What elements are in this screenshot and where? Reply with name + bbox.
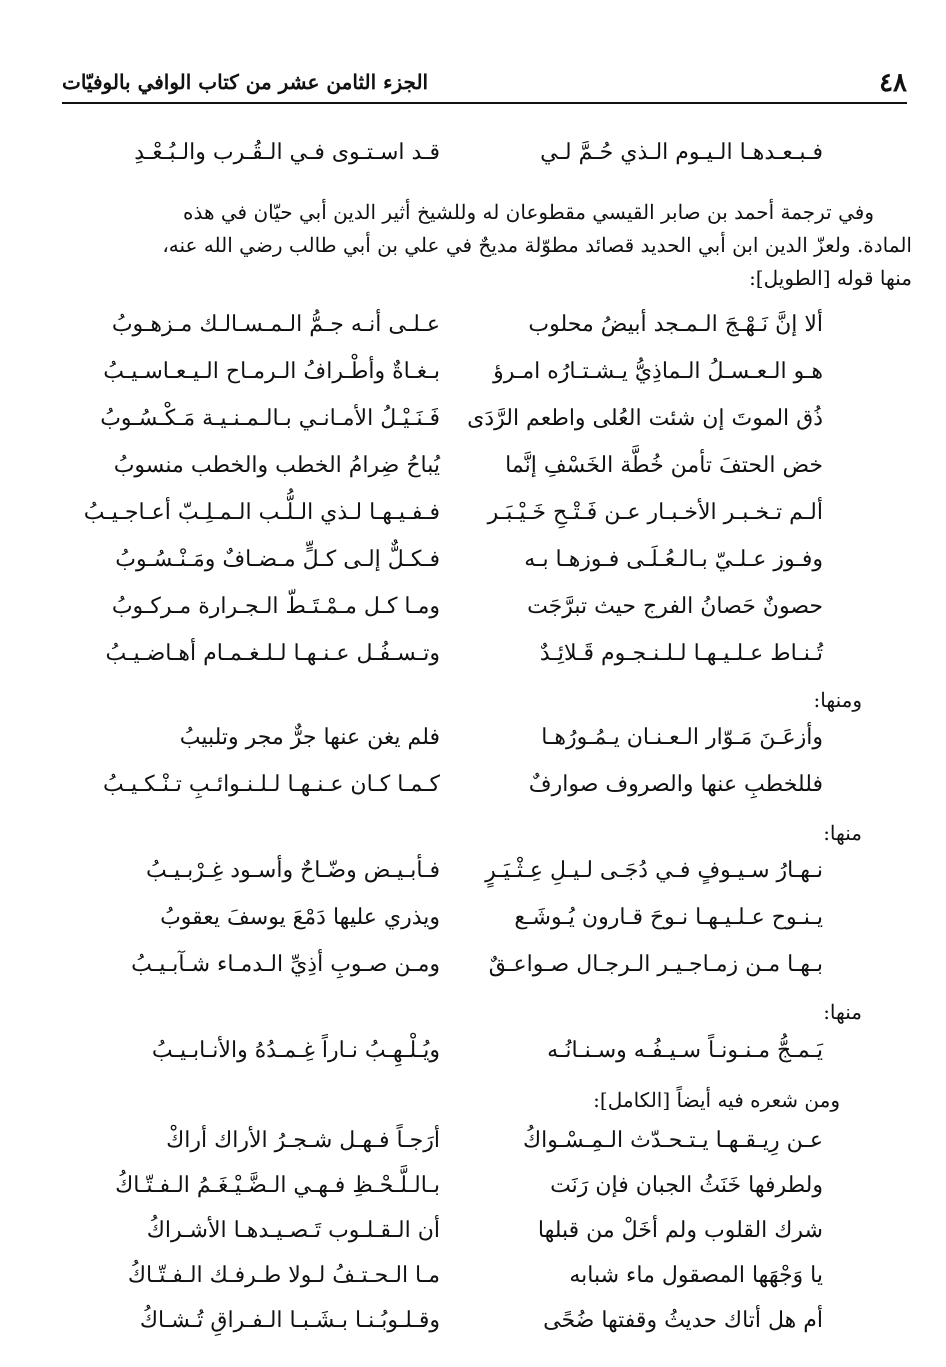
verse-first-hemistich: بـهـا مـن زمـاجـيـر الـرجـال صـواعـقٌ xyxy=(488,952,823,977)
verse-second-hemistich: يُباحُ ضِرامُ الخطب والخطب منسوبُ xyxy=(113,453,440,478)
prose-line: وفي ترجمة أحمد بن صابر القيسي مقطوعان له وللشيخ أثير الدين أبي حيّان في هذه xyxy=(182,200,874,224)
verse-first-hemistich: تُـنـاط عـلـيـهـا لـلـنـجـوم قَـلائِـدٌ xyxy=(539,641,823,666)
verse xyxy=(90,952,823,992)
verse-second-hemistich: بـالـلَّـحْـظِ فـهـي الـضَّـيْـغَـمُ الـفـتّـاكُ xyxy=(115,1173,440,1198)
opening-verse xyxy=(90,140,823,180)
verse xyxy=(90,772,823,812)
page-number: ٤٨ xyxy=(879,68,907,98)
verse-first-hemistich: يا وَجْهَها المصقول ماء شبابه xyxy=(569,1263,823,1288)
verse xyxy=(90,1173,823,1213)
section-label: منها: xyxy=(823,1000,862,1024)
verse-first-hemistich: وفـوز عـلـيّ بـالـعُـلَـى فـوزهـا بـه xyxy=(524,547,823,572)
verse-second-hemistich: فلم يغن عنها جرٌّ مجر وتلبيبُ xyxy=(179,725,440,750)
verse-second-hemistich: ويُـلْـهِـبُ نـاراً غِـمـدُهُ والأنـابـيـبُ xyxy=(151,1038,440,1063)
verse-second-hemistich: فَـنَـيْـلُ الأمـانـي بـالـمـنـيـة مَـكْـسُـوبُ xyxy=(100,406,440,431)
verse-second-hemistich: فـأبـيـض وضّـاحٌ وأسـود غِـرْبـيـبُ xyxy=(145,858,440,883)
verse-first-hemistich: ولطرفها خَنَثُ الجبان فإن رَنَت xyxy=(550,1173,823,1198)
verse xyxy=(90,1263,823,1303)
verse-first-hemistich: خض الحتفَ تأمن خُطَّة الخَسْفِ إنَّما xyxy=(505,453,823,478)
verse-first-hemistich: حصونٌ حَصانُ الفرج حيث تبرَّجَت xyxy=(527,594,823,619)
section-label: ومن شعره فيه أيضاً [الكامل]: xyxy=(593,1088,840,1112)
verse xyxy=(90,641,823,681)
verse-second-hemistich: قـد اسـتـوى فـي الـقُـرب والـبُـعْـدِ xyxy=(134,140,440,165)
verse-second-hemistich: ومـا كـل مـمْـتَـطّ الـجـرارة مـركـوبُ xyxy=(111,594,440,619)
verse xyxy=(90,725,823,765)
verse-second-hemistich: عـلـى أنـه جـمُّ الـمـسـالـك مـزهـوبُ xyxy=(111,312,440,337)
verse-second-hemistich: وتـسـفُـل عـنـهـا لـلـغـمـام أهـاضـيـبُ xyxy=(105,641,440,666)
verse-second-hemistich: كـمـا كـان عـنـهـا لـلـنـوائـبِ تـنْـكـيـبُ xyxy=(102,772,440,797)
verse-first-hemistich: عـن رِيـقـهـا يـتـحـدّث الـمِـسْـواكُ xyxy=(522,1128,823,1153)
verse xyxy=(90,359,823,399)
verse-second-hemistich: أرَجـاً فـهـل شـجـرُ الأراك أراكْ xyxy=(166,1128,440,1153)
verse xyxy=(90,1308,823,1348)
verse-second-hemistich: أن الـقـلـوب تَـصـيـدهـا الأشـراكُ xyxy=(146,1218,440,1243)
running-title: الجزء الثامن عشر من كتاب الوافي بالوفيّات xyxy=(62,70,429,94)
verse-second-hemistich: بـغـاةٌ وأطْـرافُ الـرمـاح الـيـعـاسـيـبُ xyxy=(103,359,440,384)
verse-first-hemistich: وأزعَـنَ مَـوّار الـعـنـان يـمُـورُهـا xyxy=(541,725,823,750)
verse xyxy=(90,1218,823,1258)
verse-second-hemistich: ومـن صـوبِ أذِيِّ الـدمـاء شـآبـيـبُ xyxy=(131,952,440,977)
verse-second-hemistich: ويذري عليها دَمْعَ يوسفَ يعقوبُ xyxy=(160,905,440,930)
verse xyxy=(83,500,823,540)
verse-first-hemistich: ذُق الموتَ إن شئت العُلى واطعم الرَّدَى xyxy=(467,406,823,431)
verse-first-hemistich: يـنـوح عـلـيـهـا نـوحَ قـارون يُـوشَـع xyxy=(514,905,823,930)
verse xyxy=(90,1128,823,1168)
verse xyxy=(90,453,823,493)
verse-second-hemistich: فـفـيـهـا لـذي الـلُّـب الـمـلِـبّ أعـاجـيـبُ xyxy=(83,500,440,525)
verse-second-hemistich: فـكـلٌّ إلـى كـلٍّ مـضـافٌ ومَـنْـسُـوبُ xyxy=(115,547,440,572)
verse xyxy=(90,547,823,587)
verse-first-hemistich: ألـم تـخـبـر الأخـبـار عـن فَـتْـحِ خَـيْـبَـر xyxy=(487,500,823,525)
verse-first-hemistich: هـو الـعـسـلُ الـماذِيُّ يـشـتـارُه امـرؤ xyxy=(493,359,823,384)
verse-first-hemistich: شرك القلوب ولم أخَلْ من قبلها xyxy=(537,1218,823,1243)
verse-first-hemistich: نـهـارُ سـيـوفٍ فـي دُجَـى لـيـلِ عِـثْـيَـرٍ xyxy=(485,858,823,883)
verse-first-hemistich: يَـمـجُّ مـنـونـاً سـيـفُـه وسـنـانُـه xyxy=(547,1038,823,1063)
verse-first-hemistich: ألا إنَّ نَـهْـجَ الـمـجد أبيضُ محلوب xyxy=(528,312,823,337)
verse-second-hemistich: وقـلـوبُـنـا بـشَـبـا الـفـراقِ تُـشـاكُ xyxy=(139,1308,440,1333)
prose-line: المادة. ولعزّ الدين ابن أبي الحديد قصائد مطوّلة مديحٌ في علي بن أبي طالب رضي الله عنه، xyxy=(162,233,912,257)
verse xyxy=(90,406,823,446)
verse-first-hemistich: فللخطبِ عنها والصروف صوارفٌ xyxy=(528,772,823,797)
prose-paragraph xyxy=(52,196,912,295)
section-label: منها: xyxy=(823,821,862,845)
prose-line: منها قوله [الطويل]: xyxy=(749,266,912,290)
verse-first-hemistich: فـبـعـدهـا الـيـوم الـذي حُـمَّ لـي xyxy=(540,140,823,165)
verse-first-hemistich: أم هل أتاك حديثُ وقفتها ضُحًى xyxy=(543,1308,823,1333)
section-label: ومنها: xyxy=(813,688,862,712)
verse xyxy=(90,594,823,634)
page-header xyxy=(62,68,907,104)
verse xyxy=(90,1038,823,1078)
verse xyxy=(90,858,823,898)
verse xyxy=(90,312,823,352)
verse-second-hemistich: مـا الـحـتـفُ لـولا طـرفـك الـفـتّـاكُ xyxy=(127,1263,440,1288)
verse xyxy=(90,905,823,945)
